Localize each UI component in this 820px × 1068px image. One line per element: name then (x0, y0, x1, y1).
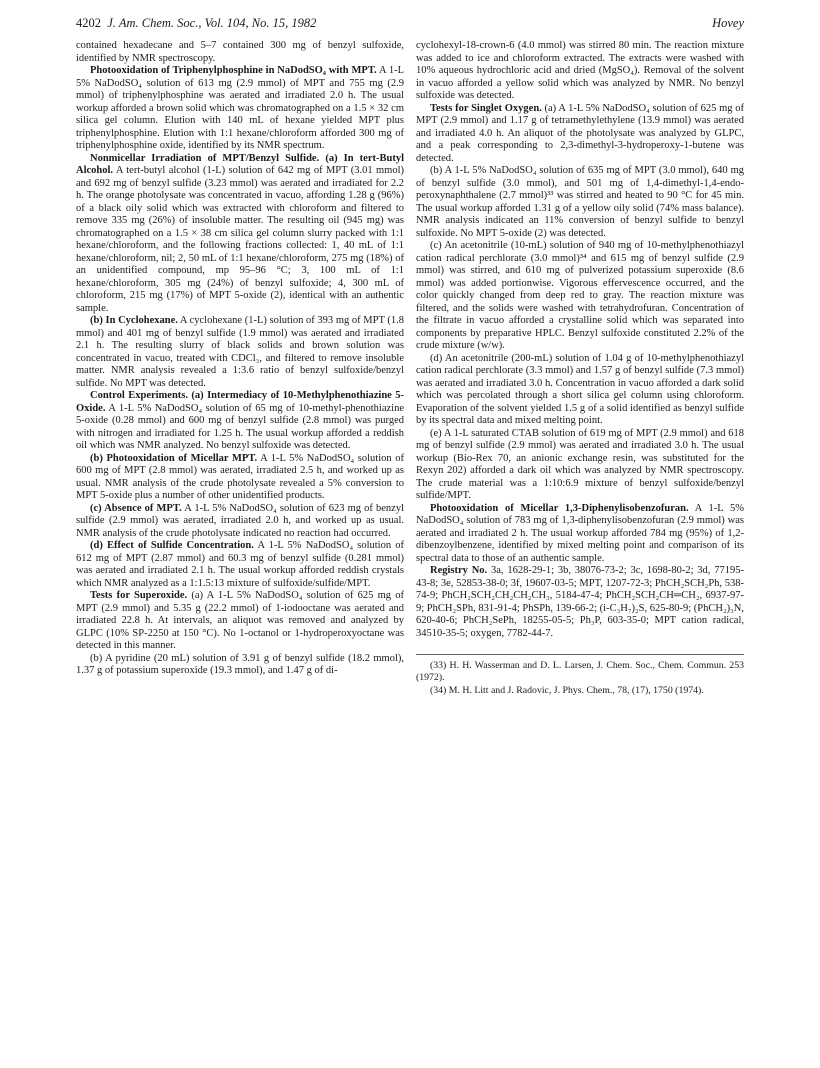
section-heading: (d) Effect of Sulfide Concentration. (90, 540, 254, 551)
references (416, 654, 744, 697)
paragraph: (e) A 1-L saturated CTAB solution of 619 mg of MPT (2.9 mmol) and 618 mg of benzyl sulfide (2.9 mmol) was aerated and irradiated 3.0 h. The usual workup (Bio-Rex 70, an anionic exchange resin, was substituted for the Rexyn 202) afforded a dark oil which was analyzed by NMR spectroscopy. The crude material was a 1:10:6.9 mixture of benzyl sulfoxide/benzyl sulfide/MPT. (416, 427, 744, 501)
paragraph: (d) Effect of Sulfide Concentration. A 1-L 5% NaDodSO₄ solution of 612 mg of MPT (2.87 mmol) and 60.3 mg of benzyl sulfide (0.281 mmol) was aerated and irradiated 2.1 h. The usual workup afforded reddish crystals which NMR analyzed as a 1:1.5:13 mixture of sulfoxide/sulfide/MPT. (76, 540, 404, 589)
header-left (76, 16, 316, 31)
paragraph: Nonmicellar Irradiation of MPT/Benzyl Sulfide. (a) In tert-Butyl Alcohol. A tert-butyl alcohol (1-L) solution of 642 mg of MPT (3.01 mmol) and 692 mg of benzyl sulfide (3.23 mmol) was aerated and irradiated for 2.2 h. The orange photolysate was concentrated in vacuo, affording 1.28 g (96%) of a black oily solid which was extracted with chloroform and filtered to remove 335 mg (26%) of insoluble matter. The resulting oil (945 mg) was chromatographed on a 1.5 × 38 cm silica gel column slurry packed with 1:1 hexane/chloroform, and the following fractions collected: 1, 40 mL of 1:1 hexane/chloroform, nil; 2, 50 mL of 1:1 hexane/chloroform, 275 mg (18%) of an unidentified compound, mp 95–96 °C; 3, 100 mL of 1:1 hexane/chloroform, 305 mg (24%) of benzyl sulfoxide; 4, 300 mL of chloroform, 215 mg (17%) of MPT 5-oxide (2), identical with an authentic sample. (76, 152, 404, 314)
paragraph: contained hexadecane and 5–7 contained 300 mg of benzyl sulfoxide, identified by NMR spectroscopy. (76, 40, 404, 64)
paragraph: cyclohexyl-18-crown-6 (4.0 mmol) was stirred 80 min. The reaction mixture was added to ice and chloroform extracted. The extracts were washed with 10% aqueous hydrochloric acid and dried (MgSO₄). Removal of the solvent in vacuo afforded a yellow solid which was analyzed by NMR. No benzyl sulfoxide was detected. (416, 40, 744, 101)
paragraph: Control Experiments. (a) Intermediacy of 10-Methylphenothiazine 5-Oxide. A 1-L 5% NaDodSO₄ solution of 65 mg of 10-methyl-phenothiazine 5-oxide (0.28 mmol) and 600 mg of benzyl sulfide (2.8 mmol) was purged with nitrogen and irradiated for 1.25 h. The usual workup afforded a reddish oil which was NMR analyzed. No benzyl sulfoxide was detected. (76, 390, 404, 451)
paragraph: Photooxidation of Micellar 1,3-Diphenylisobenzofuran. A 1-L 5% NaDodSO₄ solution of 783 mg of 1,3-diphenylisobenzofuran (2.9 mmol) was aerated and irradiated 2 h. The usual workup afforded 784 mg (95%) of 1,2-dibenzoylbenzene, identified by mixed melting point and comparison of its spectral data to those of an authentic sample. (416, 502, 744, 564)
journal-citation: J. Am. Chem. Soc., Vol. 104, No. 15, 1982 (107, 16, 317, 30)
section-heading: Photooxidation of Micellar 1,3-Diphenylisobenzofuran. (430, 502, 689, 514)
running-author: Hovey (712, 16, 744, 30)
reference-item: (33) H. H. Wasserman and D. L. Larsen, J. Chem. Soc., Chem. Commun. 253 (1972). (416, 660, 744, 683)
paragraph: (b) A pyridine (20 mL) solution of 3.91 g of benzyl sulfide (18.2 mmol), 1.37 g of potassium superoxide (19.3 mmol), and 1.47 g of di- (76, 652, 404, 676)
paragraph: (d) An acetonitrile (200-mL) solution of 1.04 g of 10-methylphenothiazyl cation radical perchlorate (3.3 mmol) and 1.57 g of benzyl sulfide (7.3 mmol) was aerated and irradiated 3.0 h. Concentration in vacuo afforded a dark solid which was percolated through a short silica gel column using chloroform. Evaporation of the solvent yielded 1.5 g of a solid identified as benzyl sulfide by its spectral data and mixed melting point. (416, 352, 744, 426)
paragraph: (c) An acetonitrile (10-mL) solution of 940 mg of 10-methylphenothiazyl cation radical perchlorate (3.0 mmol)³⁴ and 615 mg of benzyl sulfide (2.9 mmol) was stirred, and 610 mg of pulverized potassium superoxide (8.6 mmol) was added portionwise. Vigorous effervescence occurred, and the color quickly changed from deep red to gray. The reaction mixture was filtered, and the solids were washed with tetrahydrofuran. Concentration of the filtrate in vacuo afforded a crystalline solid which was separated into components by preparative HPLC. Benzyl sulfoxide constituted 2.2% of the crude mixture (w/w). (416, 240, 744, 351)
paragraph: Tests for Singlet Oxygen. (a) A 1-L 5% NaDodSO₄ solution of 625 mg of MPT (2.9 mmol) and 1.17 g of tetramethylethylene (13.9 mmol) was aerated and irradiated 4.0 h. An aliquot of the photolysate was analyzed by GLPC, and a peak corresponding to 2,3-dimethyl-3-hydroperoxy-1-butene was detected. (416, 102, 744, 164)
paragraph: (b) Photooxidation of Micellar MPT. A 1-L 5% NaDodSO₄ solution of 600 mg of MPT (2.8 mmol) was aerated, irradiated 2.5 h, and worked up as usual. NMR analysis of the crude photolysate revealed a 5% conversion to MPT 5-oxide plus a number of other unidentified products. (76, 452, 404, 501)
section-heading: Control Experiments. (a) Intermediacy of 10-Methylphenothiazine 5-Oxide. (76, 390, 404, 414)
section-heading: Registry No. (430, 565, 488, 576)
section-heading: (c) Absence of MPT. (90, 502, 182, 514)
right-column (416, 40, 744, 697)
section-heading: (b) Photooxidation of Micellar MPT. (90, 452, 258, 464)
page-number: 4202 (76, 16, 101, 30)
section-heading: Tests for Singlet Oxygen. (430, 102, 542, 114)
section-heading: Nonmicellar Irradiation of MPT/Benzyl Sulfide. (a) In tert-Butyl Alcohol. (76, 152, 404, 176)
registry-numbers: Registry No. 3a, 1628-29-1; 3b, 38076-73-2; 3c, 1698-80-2; 3d, 77195-43-8; 3e, 52853-38-0; 3f, 19607-03-5; MPT, 1207-72-3; PhCH₂SCH₂Ph, 538-74-9; PhCH₂SCH₂CH₂CH₂CH₃, 5184-47-4; PhCH₂SCH₂CH═CH₂, 6937-97-9; PhCH₂SPh, 831-91-4; PhSPh, 139-66-2; (i-C₃H₇)₂S, 625-80-9; (PhCH₂)₃N, 620-40-6; PhCH₂SePh, 18255-05-5; Ph₃P, 603-35-0; MPT cation radical, 34510-35-5; oxygen, 7782-44-7. (416, 565, 744, 639)
section-heading: Tests for Superoxide. (90, 590, 188, 601)
reference-item: (34) M. H. Litt and J. Radovic, J. Phys. Chem., 78, (17), 1750 (1974). (430, 685, 704, 696)
paragraph: Tests for Superoxide. (a) A 1-L 5% NaDodSO₄ solution of 625 mg of MPT (2.9 mmol) and 5.35 g (22.2 mmol) of 1-iodooctane was aerated and irradiated 22.8 h. At intervals, an aliquot was removed and analyzed by GLPC (10% SP-2250 at 150 °C). No 1-octanol or 1-hydroperoxyoctane was detected in this manner. (76, 590, 404, 651)
page-header (76, 16, 744, 34)
paragraph: (b) A 1-L 5% NaDodSO₄ solution of 635 mg of MPT (3.0 mmol), 640 mg of benzyl sulfide (3.0 mmol), and 501 mg of 1,4-dimethyl-1,4-endo-peroxynaphthalene (2.7 mmol)³³ was stirred and heated to 90 °C for 45 min. The usual workup afforded 1.31 g of a yellow oily solid (74% mass balance). NMR analysis indicated an 11% conversion of benzyl sulfide to benzyl sulfoxide. No MPT 5-oxide (2) was detected. (416, 165, 744, 239)
section-heading: (b) In Cyclohexane. (90, 315, 178, 326)
paragraph: (c) Absence of MPT. A 1-L 5% NaDodSO₄ solution of 623 mg of benzyl sulfide (2.9 mmol) was aerated, irradiated 2.0 h, and worked up as usual. NMR analysis of the crude photolysate indicated no reaction had occurred. (76, 502, 405, 539)
left-column (76, 40, 404, 678)
section-heading: Photooxidation of Triphenylphosphine in NaDodSO₄ with MPT. (90, 65, 377, 76)
paragraph: Photooxidation of Triphenylphosphine in NaDodSO₄ with MPT. A 1-L 5% NaDodSO₄ solution of 613 mg (2.9 mmol) of MPT and 755 mg (2.9 mmol) of triphenylphosphine was aerated and irradiated 2.0 h. The usual workup afforded a brown solid which was chromatographed on a 1.5 × 32 cm silica gel column. Elution with 140 mL of hexane yielded MPT plus triphenylphosphine. Elution with 1:1 hexane/chloroform afforded 300 mg of triphenylphosphine oxide, identified by its NMR spectrum. (76, 65, 404, 151)
paragraph: (b) In Cyclohexane. A cyclohexane (1-L) solution of 393 mg of MPT (1.8 mmol) and 401 mg of benzyl sulfide (1.9 mmol) was aerated and irradiated 2.1 h. The resulting slurry of black solids and brown solution was concentrated in vacuo, treated with CDCl₃, and filtered to remove insoluble matter. NMR analysis revealed a 1:3.6 ratio of benzyl sulfoxide/benzyl sulfide. No MPT was detected. (76, 315, 404, 389)
